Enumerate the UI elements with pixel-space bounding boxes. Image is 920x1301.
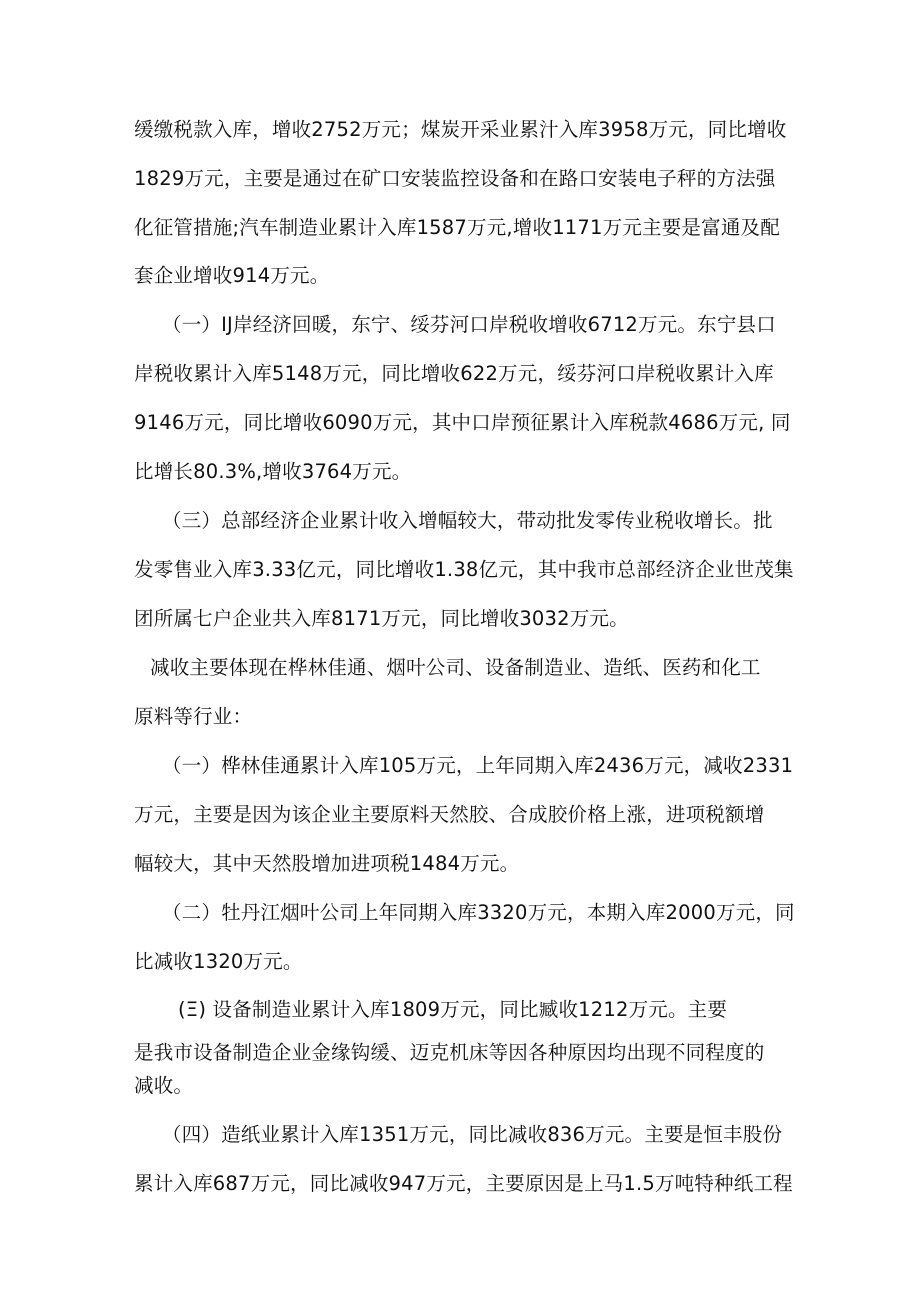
text-line: 幅较大，其中天然股增加进项税1484万元。 [134, 852, 520, 875]
text-line: 累计入库687万元，同比减收947万元，主要原因是上马1.5万吨特种纸工程 [134, 1172, 793, 1195]
paragraph-first-line: （三）总部经济企业累计收入增幅较大，带动批发零传业税收增长。批 [162, 509, 773, 532]
text-line: 9146万元，同比增收6090万元，其中口岸预征累计入库税款4686万元, 同 [134, 411, 791, 434]
paragraph-first-line: （一）IJ岸经济回暖，东宁、绥芬河口岸税收增收6712万元。东宁县口 [162, 313, 776, 336]
text-line: 缓缴税款入库，增收2752万元；煤炭开采业累汁入库3958万元，同比增收 [134, 118, 787, 141]
text-line: 化征管措施;汽车制造业累计入库1587万元,增收1171万元主要是富通及配 [134, 216, 780, 239]
text-line: 1829万元，主要是通过在矿口安装监控设备和在路口安装电子秤的方法强 [134, 167, 776, 190]
paragraph-first-line: （二）牡丹江烟叶公司上年同期入库3320万元，本期入库2000万元，同 [162, 901, 795, 924]
text-line: 比增长80.3%,增收3764万元。 [134, 460, 412, 483]
text-line: 减收。 [134, 1074, 194, 1097]
text-line: 原料等行业： [134, 705, 253, 728]
text-line: 发零售业入库3.33亿元，同比增收1.38亿元，其中我市总部经济企业世茂集 [134, 558, 794, 581]
paragraph-first-line: （四）造纸业累计入库1351万元，同比减收836万元。主要是恒丰股份 [162, 1123, 783, 1146]
text-line: 岸税收累计入库5148万元，同比增收622万元，绥芬河口岸税收累计入库 [134, 362, 774, 385]
text-line: 团所属七户企业共入库8171万元，同比增收3032万元。 [134, 607, 629, 630]
text-line: 是我市设备制造企业金缘钩缓、迈克机床等因各种原因均出现不同程度的 [134, 1041, 765, 1064]
text-line: 套企业增收914万元。 [134, 264, 330, 287]
paragraph-first-line: （一）桦林佳通累计入库105万元，上年同期入库2436万元，减收2331 [162, 754, 794, 777]
paragraph-first-line: 减收主要体现在桦林佳通、烟叶公司、设备制造业、造纸、医药和化工 [150, 656, 761, 679]
text-line: 比减收1320万元。 [134, 950, 303, 973]
paragraph-first-line: (Ξ) 设备制造业累计入库1809万元，同比臧收1212万元。主要 [178, 998, 728, 1021]
text-line: 万元，主要是因为该企业主要原料天然胶、合成胶价格上涨，进项税额增 [134, 803, 765, 826]
